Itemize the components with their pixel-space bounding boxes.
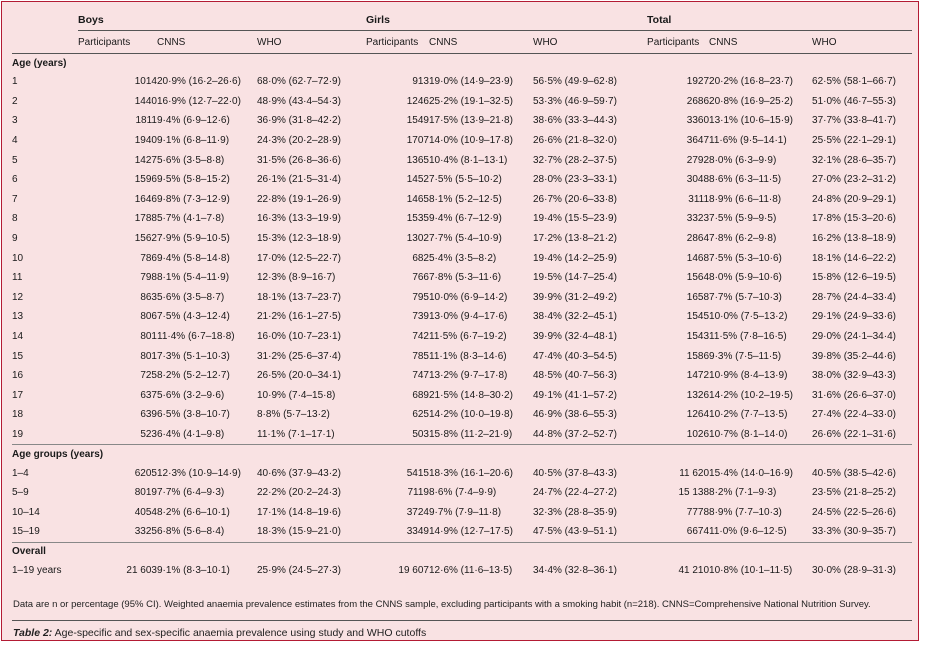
row-label: 1–4 <box>12 467 29 479</box>
participants-cell: 806 <box>140 311 157 323</box>
section-title: Overall <box>12 542 912 561</box>
who-cell: 16·0% (10·7–23·1) <box>257 331 341 343</box>
group-boys: Boys <box>78 10 360 31</box>
participants-cell: 1026 <box>686 428 710 440</box>
table-row <box>12 268 912 288</box>
section-header-row <box>12 542 912 561</box>
section-title: Age (years) <box>12 57 67 69</box>
who-cell: 46·9% (38·6–55·3) <box>533 409 617 421</box>
participants-cell: 3360 <box>686 115 710 127</box>
cnns-cell: 9·1% (6·8–11·9) <box>157 135 230 147</box>
table-body <box>12 54 912 581</box>
participants-cell: 2792 <box>686 154 710 166</box>
who-cell: 51·0% (46·7–55·3) <box>812 95 896 107</box>
cnns-cell: 15·8% (11·2–21·9) <box>429 428 513 440</box>
participants-cell: 913 <box>412 76 429 88</box>
participants-cell: 1707 <box>406 135 429 147</box>
participants-cell: 1940 <box>134 135 157 147</box>
who-cell: 56·5% (49·9–62·8) <box>533 76 617 88</box>
cnns-cell: 6·5% (3·8–10·7) <box>157 409 230 421</box>
who-cell: 68·0% (62·7–72·9) <box>257 76 341 88</box>
cnns-cell: 9·4% (5·8–14·8) <box>157 252 230 264</box>
participants-cell: 798 <box>140 272 157 284</box>
who-cell: 25·5% (22·1–29·1) <box>812 135 896 147</box>
participants-cell: 1545 <box>686 311 710 323</box>
who-cell: 39·9% (31·2–49·2) <box>533 291 617 303</box>
row-label: 6 <box>12 174 18 186</box>
who-cell: 39·9% (32·4–48·1) <box>533 331 617 343</box>
cnns-cell: 18·3% (16·1–20·6) <box>429 467 513 479</box>
cnns-cell: 10·9% (8·4–13·9) <box>709 370 788 382</box>
section-header-row <box>12 54 912 73</box>
table-row <box>12 288 912 308</box>
participants-cell: 21 603 <box>126 564 157 576</box>
table-row <box>12 561 912 581</box>
caption-label: Table 2: <box>13 627 53 639</box>
table-row <box>12 150 912 170</box>
row-label: 1 <box>12 76 18 88</box>
who-cell: 39·8% (35·2–44·6) <box>812 350 896 362</box>
participants-cell: 1788 <box>134 213 157 225</box>
who-cell: 37·7% (33·8–41·7) <box>812 115 896 127</box>
who-cell: 11·1% (7·1–17·1) <box>257 428 335 440</box>
cnns-cell: 7·7% (6·4–9·3) <box>157 487 225 499</box>
group-header-row <box>12 10 912 31</box>
cnns-cell: 7·5% (4·3–12·4) <box>157 311 230 323</box>
cnns-cell: 7·5% (5·5–10·2) <box>429 174 502 186</box>
who-cell: 40·6% (37·9–43·2) <box>257 467 341 479</box>
table-caption <box>13 627 426 639</box>
row-label: 10 <box>12 252 24 264</box>
cnns-cell: 8·0% (5·9–10·6) <box>709 272 782 284</box>
who-cell: 26·6% (21·8–32·0) <box>533 135 617 147</box>
cnns-cell: 7·7% (5·4–10·9) <box>429 233 502 245</box>
row-label: 15–19 <box>12 526 40 538</box>
cnns-cell: 11·6% (9·5–14·1) <box>709 135 787 147</box>
participants-cell: 786 <box>140 252 157 264</box>
cnns-cell: 9·1% (8·3–10·1) <box>157 564 230 576</box>
who-cell: 10·9% (7·4–15·8) <box>257 389 336 401</box>
cnns-cell: 10·7% (8·1–14·0) <box>709 428 788 440</box>
who-cell: 26·6% (22·1–31·6) <box>812 428 896 440</box>
cnns-cell: 9·3% (7·5–11·5) <box>709 350 782 362</box>
participants-cell: 523 <box>140 428 157 440</box>
cnns-cell: 7·7% (5·7–10·3) <box>709 291 782 303</box>
table-row <box>12 131 912 151</box>
who-cell: 53·3% (46·9–59·7) <box>533 95 617 107</box>
who-cell: 19·5% (14·7–25·4) <box>533 272 617 284</box>
row-label: 18 <box>12 409 24 421</box>
cnns-cell: 5·6% (3·2–9·6) <box>157 389 225 401</box>
who-cell: 31·2% (25·6–37·4) <box>257 350 341 362</box>
participants-cell: 1549 <box>406 115 429 127</box>
cnns-cell: 9·4% (6·9–12·6) <box>157 115 230 127</box>
who-cell: 31·6% (26·6–37·0) <box>812 389 896 401</box>
row-label: 11 <box>12 272 23 284</box>
cnns-cell: 20·2% (16·8–23·7) <box>709 76 793 88</box>
cnns-cell: 14·0% (10·9–17·8) <box>429 135 513 147</box>
section-title: Age groups (years) <box>12 445 912 464</box>
cnns-cell: 10·4% (8·1–13·1) <box>429 154 508 166</box>
participants-cell: 637 <box>140 389 157 401</box>
participants-cell: 3724 <box>406 506 429 518</box>
table-row <box>12 72 912 92</box>
table-row <box>12 307 912 327</box>
who-cell: 26·5% (20·0–34·1) <box>257 370 341 382</box>
participants-cell: 1543 <box>686 331 710 343</box>
participants-cell: 7119 <box>407 487 429 499</box>
who-cell: 44·8% (37·2–52·7) <box>533 428 617 440</box>
who-cell: 38·0% (32·9–43·3) <box>812 370 896 382</box>
participants-cell: 1927 <box>686 76 710 88</box>
table-row <box>12 209 912 229</box>
table-row <box>12 366 912 386</box>
who-cell: 17·8% (15·3–20·6) <box>812 213 896 225</box>
cnns-cell: 5·7% (4·1–7·8) <box>157 213 225 225</box>
participants-cell: 1246 <box>406 95 429 107</box>
row-label: 2 <box>12 95 18 107</box>
participants-cell: 41 210 <box>678 564 710 576</box>
who-cell: 18·3% (15·9–21·0) <box>257 526 341 538</box>
cnns-cell: 11·5% (7·8–16·5) <box>709 331 787 343</box>
table-row <box>12 386 912 406</box>
cnns-cell: 8·1% (5·2–12·5) <box>429 193 502 205</box>
participants-cell: 3048 <box>686 174 710 186</box>
row-label: 3 <box>12 115 18 127</box>
who-cell: 22·8% (19·1–26·9) <box>257 193 341 205</box>
participants-cell: 739 <box>412 311 429 323</box>
who-cell: 24·5% (22·5–26·6) <box>812 506 896 518</box>
col-cnns: CNNS <box>429 31 533 54</box>
participants-cell: 3647 <box>686 135 710 147</box>
row-label: 5–9 <box>12 487 29 499</box>
cnns-cell: 19·0% (14·9–23·9) <box>429 76 513 88</box>
cnns-cell: 11·4% (6·7–18·8) <box>157 331 235 343</box>
cnns-cell: 14·9% (12·7–17·5) <box>429 526 513 538</box>
participants-cell: 725 <box>140 370 157 382</box>
cnns-cell: 10·8% (10·1–11·5) <box>709 564 793 576</box>
participants-cell: 6674 <box>686 526 710 538</box>
cnns-cell: 17·5% (13·9–21·8) <box>429 115 513 127</box>
cnns-cell: 8·6% (7·4–9·9) <box>429 487 497 499</box>
cnns-cell: 5·6% (3·5–8·7) <box>157 291 225 303</box>
cnns-cell: 9·4% (6·7–12·9) <box>429 213 502 225</box>
who-cell: 21·2% (16·1–27·5) <box>257 311 341 323</box>
participants-cell: 682 <box>412 252 429 264</box>
who-cell: 27·4% (22·4–33·0) <box>812 409 896 421</box>
participants-cell: 1811 <box>135 115 157 127</box>
col-who: WHO <box>257 31 360 54</box>
participants-cell: 1365 <box>406 154 429 166</box>
cnns-cell: 8·2% (6·6–10·1) <box>157 506 230 518</box>
participants-cell: 2864 <box>686 233 710 245</box>
participants-cell: 8019 <box>134 487 157 499</box>
cnns-cell: 11·0% (9·6–12·5) <box>709 526 787 538</box>
participants-cell: 503 <box>412 428 429 440</box>
who-cell: 49·1% (41·1–57·2) <box>533 389 617 401</box>
who-cell: 32·7% (28·2–37·5) <box>533 154 617 166</box>
row-label: 19 <box>12 428 24 440</box>
who-cell: 29·1% (24·9–33·6) <box>812 311 896 323</box>
participants-cell: 801 <box>140 331 157 343</box>
participants-cell: 863 <box>140 291 157 303</box>
who-cell: 25·9% (24·5–27·3) <box>257 564 341 576</box>
who-cell: 36·9% (31·8–42·2) <box>257 115 341 127</box>
who-cell: 48·5% (40·7–56·3) <box>533 370 617 382</box>
cnns-cell: 9·8% (7·3–12·9) <box>157 193 230 205</box>
participants-cell: 1564 <box>686 272 710 284</box>
row-label: 17 <box>12 389 24 401</box>
who-cell: 38·4% (32·2–45·1) <box>533 311 617 323</box>
participants-cell: 11 620 <box>679 467 710 479</box>
who-cell: 32·3% (28·8–35·9) <box>533 506 617 518</box>
who-cell: 16·3% (13·3–19·9) <box>257 213 341 225</box>
col-participants: Participants <box>78 31 157 54</box>
who-cell: 12·3% (8·9–16·7) <box>257 272 336 284</box>
col-who: WHO <box>533 31 641 54</box>
cnns-cell: 8·9% (6·6–11·8) <box>709 193 782 205</box>
caption-text: Age-specific and sex-specific anaemia prevalence using study and WHO cutoffs <box>52 627 427 639</box>
who-cell: 26·7% (20·6–33·8) <box>533 193 617 205</box>
participants-cell: 3111 <box>688 193 710 205</box>
cnns-cell: 7·5% (5·9–9·5) <box>709 213 777 225</box>
cnns-cell: 7·8% (6·2–9·8) <box>709 233 777 245</box>
row-label: 5 <box>12 154 18 166</box>
participants-cell: 1586 <box>686 350 710 362</box>
who-cell: 62·5% (58·1–66·7) <box>812 76 896 88</box>
participants-cell: 1562 <box>134 233 157 245</box>
who-cell: 29·0% (24·1–34·4) <box>812 331 896 343</box>
cnns-cell: 5·4% (3·5–8·2) <box>429 252 497 264</box>
who-cell: 17·2% (13·8–21·2) <box>533 233 617 245</box>
group-girls: Girls <box>360 10 641 31</box>
cnns-cell: 10·0% (6·9–14·2) <box>429 291 508 303</box>
table-row <box>12 170 912 190</box>
who-cell: 18·1% (14·6–22·2) <box>812 252 896 264</box>
participants-cell: 19 607 <box>398 564 429 576</box>
table-row <box>12 190 912 210</box>
cnns-cell: 5·6% (3·5–8·8) <box>157 154 225 166</box>
participants-cell: 1427 <box>134 154 157 166</box>
row-label: 14 <box>12 331 24 343</box>
cnns-cell: 10·0% (7·5–13·2) <box>709 311 788 323</box>
who-cell: 19·4% (15·5–23·9) <box>533 213 617 225</box>
cnns-cell: 14·2% (10·0–19·8) <box>429 409 513 421</box>
who-cell: 28·0% (23·3–33·1) <box>533 174 617 186</box>
who-cell: 26·1% (21·5–31·4) <box>257 174 341 186</box>
cnns-cell: 8·1% (5·4–11·9) <box>157 272 230 284</box>
cnns-cell: 6·4% (4·1–9·8) <box>157 428 225 440</box>
cnns-cell: 13·0% (9·4–17·6) <box>429 311 508 323</box>
who-cell: 47·5% (43·9–51·1) <box>533 526 617 538</box>
who-cell: 47·4% (40·3–54·5) <box>533 350 617 362</box>
table-row <box>12 346 912 366</box>
table-row <box>12 522 912 542</box>
table-panel <box>1 1 919 641</box>
caption-rule <box>12 620 912 621</box>
participants-cell: 1440 <box>134 95 157 107</box>
who-cell: 40·5% (37·8–43·3) <box>533 467 617 479</box>
row-label: 8 <box>12 213 18 225</box>
who-cell: 18·1% (13·7–23·7) <box>257 291 341 303</box>
cnns-cell: 14·2% (10·2–19·5) <box>709 389 793 401</box>
participants-cell: 1302 <box>406 233 429 245</box>
table-row <box>12 327 912 347</box>
cnns-cell: 20·8% (16·9–25·2) <box>709 95 793 107</box>
participants-cell: 747 <box>412 370 429 382</box>
row-label: 4 <box>12 135 18 147</box>
cnns-cell: 9·7% (7·9–11·8) <box>429 506 502 518</box>
col-who: WHO <box>812 31 912 54</box>
cnns-cell: 7·8% (5·3–11·6) <box>429 272 502 284</box>
who-cell: 34·4% (32·8–36·1) <box>533 564 617 576</box>
cnns-cell: 21·5% (14·8–30·2) <box>429 389 513 401</box>
cnns-cell: 7·9% (5·9–10·5) <box>157 233 230 245</box>
row-label: 9 <box>12 233 18 245</box>
table-row <box>12 425 912 445</box>
subheader-row <box>12 31 912 54</box>
participants-cell: 766 <box>412 272 429 284</box>
cnns-cell: 11·1% (8·3–14·6) <box>429 350 507 362</box>
who-cell: 30·0% (28·9–31·3) <box>812 564 896 576</box>
participants-cell: 801 <box>140 350 157 362</box>
cnns-cell: 10·2% (7·7–13·5) <box>709 409 788 421</box>
participants-cell: 795 <box>412 291 429 303</box>
participants-cell: 4054 <box>134 506 157 518</box>
cnns-cell: 20·9% (16·2–26·6) <box>157 76 241 88</box>
cnns-cell: 12·6% (11·6–13·5) <box>429 564 513 576</box>
who-cell: 17·0% (12·5–22·7) <box>257 252 341 264</box>
who-cell: 15·3% (12·3–18·9) <box>257 233 341 245</box>
col-cnns: CNNS <box>157 31 257 54</box>
participants-cell: 1452 <box>406 174 429 186</box>
table-row <box>12 502 912 522</box>
participants-cell: 1535 <box>406 213 429 225</box>
cnns-cell: 15·4% (14·0–16·9) <box>709 467 793 479</box>
who-cell: 48·9% (43·4–54·3) <box>257 95 341 107</box>
participants-cell: 1658 <box>686 291 710 303</box>
cnns-cell: 13·2% (9·7–17·8) <box>429 370 508 382</box>
row-label: 13 <box>12 311 24 323</box>
col-participants: Participants <box>641 31 709 54</box>
cnns-cell: 11·5% (6·7–19·2) <box>429 331 507 343</box>
who-cell: 23·5% (21·8–25·2) <box>812 487 896 499</box>
participants-cell: 15 138 <box>678 487 710 499</box>
participants-cell: 5415 <box>406 467 429 479</box>
who-cell: 28·7% (24·4–33·4) <box>812 291 896 303</box>
table-row <box>12 463 912 483</box>
participants-cell: 742 <box>412 331 429 343</box>
row-label: 16 <box>12 370 24 382</box>
who-cell: 19·4% (14·2–25·9) <box>533 252 617 264</box>
table-row <box>12 229 912 249</box>
group-total: Total <box>641 10 912 31</box>
who-cell: 22·2% (20·2–24·3) <box>257 487 341 499</box>
who-cell: 38·6% (33·3–44·3) <box>533 115 617 127</box>
participants-cell: 3323 <box>686 213 710 225</box>
who-cell: 24·8% (20·9–29·1) <box>812 193 896 205</box>
table-row <box>12 405 912 425</box>
cnns-cell: 8·0% (6·3–9·9) <box>709 154 777 166</box>
row-label: 1–19 years <box>12 564 62 576</box>
who-cell: 40·5% (38·5–42·6) <box>812 467 896 479</box>
participants-cell: 1264 <box>686 409 710 421</box>
row-label: 12 <box>12 291 24 303</box>
table-row <box>12 111 912 131</box>
participants-cell: 3325 <box>134 526 157 538</box>
who-cell: 33·3% (30·9–35·7) <box>812 526 896 538</box>
cnns-cell: 8·9% (7·7–10·3) <box>709 506 782 518</box>
participants-cell: 1646 <box>134 193 157 205</box>
cnns-cell: 12·3% (10·9–14·9) <box>157 467 241 479</box>
who-cell: 24·7% (22·4–27·2) <box>533 487 617 499</box>
participants-cell: 1596 <box>134 174 157 186</box>
participants-cell: 1465 <box>406 193 429 205</box>
participants-cell: 625 <box>412 409 429 421</box>
prevalence-table <box>12 10 912 580</box>
participants-cell: 7778 <box>686 506 710 518</box>
participants-cell: 6205 <box>134 467 157 479</box>
cnns-cell: 13·1% (10·6–15·9) <box>709 115 793 127</box>
col-participants: Participants <box>360 31 429 54</box>
participants-cell: 1472 <box>686 370 710 382</box>
row-label: 10–14 <box>12 506 40 518</box>
cnns-cell: 6·8% (5·6–8·4) <box>157 526 225 538</box>
row-label: 15 <box>12 350 24 362</box>
table-row <box>12 248 912 268</box>
who-cell: 16·2% (13·8–18·9) <box>812 233 896 245</box>
table-row <box>12 92 912 112</box>
footnote: Data are n or percentage (95% CI). Weighted anaemia prevalence estimates from the CNNS sample, excluding participants with a smoking habit (n=218). CNNS=Comprehensive National Nutrition Survey. <box>13 599 871 610</box>
col-cnns: CNNS <box>709 31 812 54</box>
who-cell: 31·5% (26·8–36·6) <box>257 154 341 166</box>
who-cell: 8·8% (5·7–13·2) <box>257 409 330 421</box>
who-cell: 15·8% (12·6–19·5) <box>812 272 896 284</box>
cnns-cell: 7·3% (5·1–10·3) <box>157 350 230 362</box>
participants-cell: 1014 <box>134 76 157 88</box>
who-cell: 32·1% (28·6–35·7) <box>812 154 896 166</box>
participants-cell: 639 <box>140 409 157 421</box>
cnns-cell: 7·5% (5·3–10·6) <box>709 252 782 264</box>
participants-cell: 1468 <box>686 252 710 264</box>
participants-cell: 3349 <box>406 526 429 538</box>
cnns-cell: 16·9% (12·7–22·0) <box>157 95 241 107</box>
table-row <box>12 483 912 503</box>
participants-cell: 1326 <box>686 389 710 401</box>
who-cell: 24·3% (20·2–28·9) <box>257 135 341 147</box>
who-cell: 27·0% (23·2–31·2) <box>812 174 896 186</box>
row-label: 7 <box>12 193 18 205</box>
participants-cell: 2686 <box>686 95 710 107</box>
cnns-cell: 9·5% (5·8–15·2) <box>157 174 230 186</box>
participants-cell: 689 <box>412 389 429 401</box>
who-cell: 17·1% (14·8–19·6) <box>257 506 341 518</box>
cnns-cell: 8·6% (6·3–11·5) <box>709 174 782 186</box>
cnns-cell: 8·2% (7·1–9·3) <box>709 487 777 499</box>
section-header-row <box>12 445 912 464</box>
cnns-cell: 25·2% (19·1–32·5) <box>429 95 513 107</box>
participants-cell: 785 <box>412 350 429 362</box>
cnns-cell: 8·2% (5·2–12·7) <box>157 370 230 382</box>
